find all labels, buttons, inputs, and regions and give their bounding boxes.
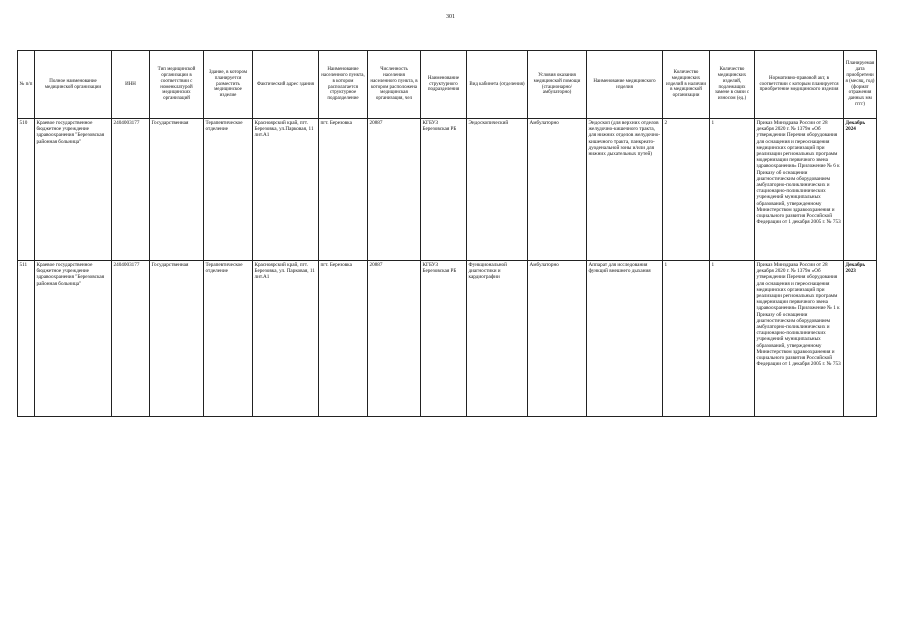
cell-locality: пгт. Березовка bbox=[319, 119, 368, 261]
cell-type: Государственная bbox=[150, 119, 204, 261]
col-header-conditions: Условия оказания медицинской помощи (стационарно/ амбулаторно) bbox=[528, 51, 587, 119]
cell-population: 20887 bbox=[368, 261, 421, 417]
cell-org: Краевое государственное бюджетное учреждение здравоохранения "Березовская районная больница" bbox=[35, 261, 112, 417]
cell-date: Декабрь 2023 bbox=[844, 261, 877, 417]
cell-device: Аппарат для исследования функций внешнего дыхания bbox=[587, 261, 663, 417]
cell-unit: КГБУЗ Березовская РБ bbox=[421, 119, 467, 261]
col-header-building: Здание, в котором планируется разместить медицинское изделие bbox=[204, 51, 253, 119]
table-header-row bbox=[18, 51, 877, 119]
col-header-device: Наименование медицинского изделия bbox=[587, 51, 663, 119]
cell-in-stock: 2 bbox=[663, 119, 710, 261]
col-header-locality: Наименование населенного пункта, в котором располагается структурное подразделение bbox=[319, 51, 368, 119]
col-header-population: Численность населения населенного пункта, в котором расположена медицинская организация, чел bbox=[368, 51, 421, 119]
cell-number: 510 bbox=[18, 119, 35, 261]
col-header-number: № п/п bbox=[18, 51, 35, 119]
cell-conditions: Амбулаторно bbox=[528, 119, 587, 261]
cell-building: Терапевтическое отделение bbox=[204, 119, 253, 261]
cell-act: Приказ Минздрава России от 28 декабря 2020 г. № 1379н «Об утверждении Перечня оборудования для оснащения и переоснащения медицинских организаций при реализации региональных программ модернизации первичного звена здравоохранения» Приложение № 6 к Приказу об оснащении диагностическим оборудованием амбулаторно-поликлинических и стационарно-поликлинических учреждений муниципальных образований, утвержденному Министерством здравоохранения и социального развития Российской Федерации от 1 декабря 2005 г. № 753 bbox=[755, 119, 844, 261]
table-row bbox=[18, 119, 877, 261]
cell-conditions: Амбулаторно bbox=[528, 261, 587, 417]
medical-equipment-table bbox=[17, 50, 877, 417]
col-header-address: Фактический адрес здания bbox=[253, 51, 319, 119]
col-header-act: Нормативно-правовой акт, в соответствии с которым планируется приобретение медицинского изделия bbox=[755, 51, 844, 119]
cell-type: Государственная bbox=[150, 261, 204, 417]
cell-inn: 2404003177 bbox=[112, 119, 150, 261]
page-number: 301 bbox=[446, 14, 455, 20]
cell-act: Приказ Минздрава России от 28 декабря 2020 г. № 1379н «Об утверждении Перечня оборудования для оснащения и переоснащения медицинских организаций при реализации региональных программ модернизации первичного звена здравоохранения» Приложение № 1 к Приказу об оснащении диагностическим оборудованием амбулаторно-поликлинических и стационарно-поликлинических учреждений муниципальных образований, утвержденному Министерством здравоохранения и социального развития Российской Федерации от 1 декабря 2005 г. № 753 bbox=[755, 261, 844, 417]
cell-locality: пгт. Березовка bbox=[319, 261, 368, 417]
cell-unit: КГБУЗ Березовская РБ bbox=[421, 261, 467, 417]
cell-number: 511 bbox=[18, 261, 35, 417]
cell-date: Декабрь 2024 bbox=[844, 119, 877, 261]
cell-replace: 1 bbox=[710, 261, 755, 417]
cell-in-stock: 1 bbox=[663, 261, 710, 417]
cell-replace: 1 bbox=[710, 119, 755, 261]
col-header-cabinet: Вид кабинета (отделения) bbox=[467, 51, 528, 119]
cell-org: Краевое государственное бюджетное учреждение здравоохранения "Березовская районная больница" bbox=[35, 119, 112, 261]
cell-cabinet: Эндоскопический bbox=[467, 119, 528, 261]
col-header-org: Полное наименование медицинской организации bbox=[35, 51, 112, 119]
cell-building: Терапевтическое отделение bbox=[204, 261, 253, 417]
col-header-in-stock: Количество медицинских изделий в наличии в медицинской организации bbox=[663, 51, 710, 119]
col-header-inn: ИНН bbox=[112, 51, 150, 119]
col-header-replace: Количество медицинских изделий, подлежащих замене в связи с износом (ед.) bbox=[710, 51, 755, 119]
cell-inn: 2404003177 bbox=[112, 261, 150, 417]
cell-cabinet: Функциональной диагностики и кардиографии bbox=[467, 261, 528, 417]
table-row bbox=[18, 261, 877, 417]
col-header-date: Планируемая дата приобретения (месяц, год) (формат отражения данных мм гггг) bbox=[844, 51, 877, 119]
col-header-type: Тип медицинской организации в соответствии с номенклатурой медицинских организаций bbox=[150, 51, 204, 119]
cell-address: Красноярский край, пгт. Березовка, ул. Парковая, 11 лит.А1 bbox=[253, 261, 319, 417]
cell-population: 20887 bbox=[368, 119, 421, 261]
cell-device: Эндоскоп (для верхних отделов желудочно-кишечного тракта, для нижних отделов желудочно-кишечного тракта, панкреато-дуоденальной зоны и/или для нижних дыхательных путей) bbox=[587, 119, 663, 261]
cell-address: Красноярский край, пгт. Березовка, ул.Парковая, 11 лит.А1 bbox=[253, 119, 319, 261]
col-header-unit: Наименование структурного подразделения bbox=[421, 51, 467, 119]
